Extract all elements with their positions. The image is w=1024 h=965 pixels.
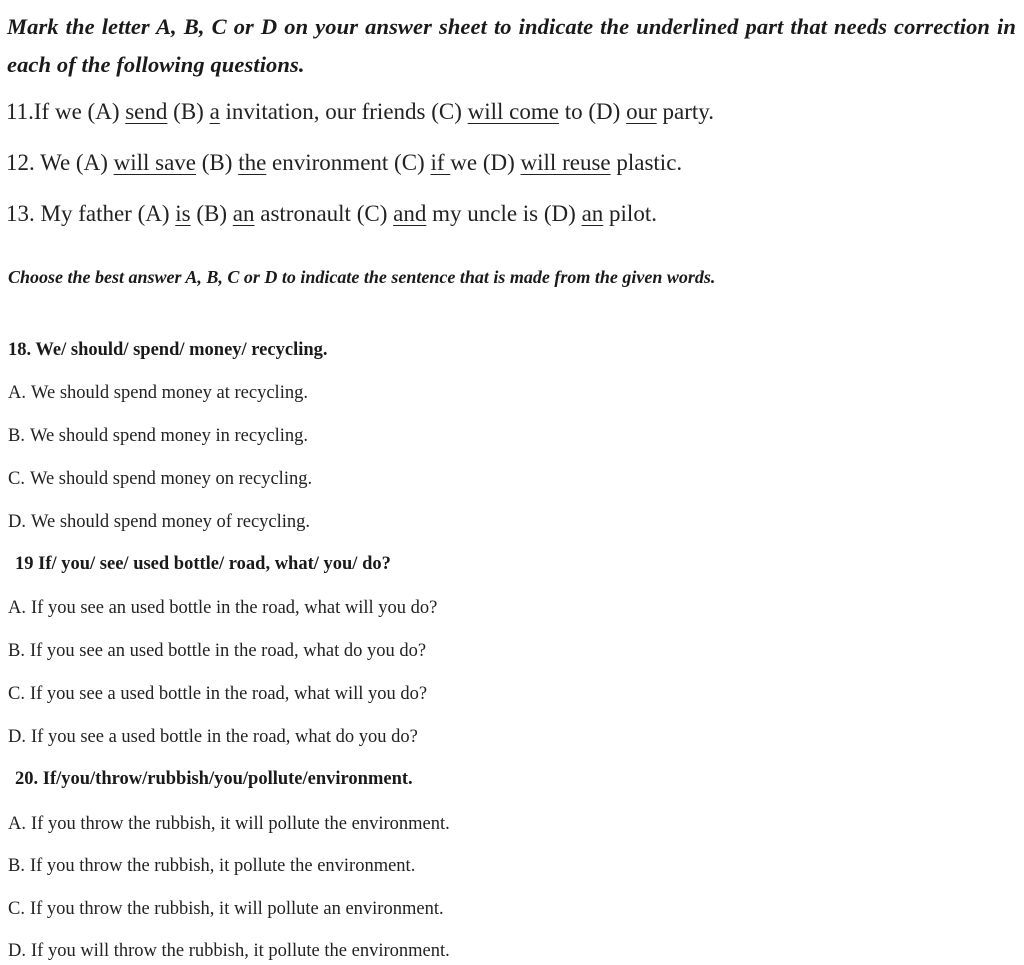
option-20-a xyxy=(8,811,450,837)
question-text: 11.If we xyxy=(6,99,88,124)
question-text: astronault xyxy=(254,201,357,226)
option-19-c xyxy=(8,681,427,707)
option-b-label: (B) xyxy=(173,99,210,124)
option-text: We should spend money at recycling. xyxy=(31,383,308,403)
underlined-part-d: an xyxy=(581,201,604,226)
question-text: my uncle is xyxy=(426,201,544,226)
option-text: If you see an used bottle in the road, what will you do? xyxy=(31,598,438,618)
underlined-part-d: will reuse xyxy=(520,150,611,175)
option-20-c xyxy=(8,896,444,922)
underlined-part-c: will come xyxy=(467,99,559,124)
underlined-part-b: a xyxy=(209,99,220,124)
option-text: If you see a used bottle in the road, what will you do? xyxy=(29,684,428,704)
question-text: invitation, our friends xyxy=(219,99,432,124)
option-letter: C. xyxy=(8,899,25,919)
question-text: 13. My father xyxy=(6,201,138,226)
option-text: If you throw the rubbish, it will pollute an environment. xyxy=(29,899,444,919)
option-d-label: (D) xyxy=(588,99,627,124)
underlined-part-d: our xyxy=(626,99,657,124)
option-20-b xyxy=(8,853,415,879)
option-letter: A. xyxy=(8,598,26,618)
option-letter: D. xyxy=(8,727,26,747)
question-text: we xyxy=(450,150,483,175)
option-text: We should spend money of recycling. xyxy=(31,512,311,532)
option-letter: D. xyxy=(8,512,26,532)
option-letter: B. xyxy=(8,426,25,446)
question-13 xyxy=(6,199,657,229)
underlined-part-b: the xyxy=(238,150,267,175)
option-b-label: (B) xyxy=(201,150,239,175)
underlined-part-c: if xyxy=(430,150,451,175)
option-b-label: (B) xyxy=(196,201,233,226)
underlined-part-a: is xyxy=(175,201,191,226)
option-d-label: (D) xyxy=(543,201,582,226)
option-letter: B. xyxy=(8,641,25,661)
option-19-a xyxy=(8,595,437,621)
option-c-label: (C) xyxy=(394,150,431,175)
option-18-b xyxy=(8,423,308,449)
question-12 xyxy=(6,148,682,178)
option-19-d xyxy=(8,724,418,750)
option-a-label: (A) xyxy=(137,201,176,226)
question-18-prompt: 18. We/ should/ spend/ money/ recycling. xyxy=(8,340,328,360)
option-c-label: (C) xyxy=(356,201,394,226)
option-letter: C. xyxy=(8,684,25,704)
option-18-c xyxy=(8,466,312,492)
option-text: If you see an used bottle in the road, what do you do? xyxy=(29,641,427,661)
question-text: environment xyxy=(266,150,395,175)
option-a-label: (A) xyxy=(87,99,126,124)
option-text: If you throw the rubbish, it will pollute the environment. xyxy=(31,814,450,834)
question-text: to xyxy=(559,99,589,124)
option-letter: B. xyxy=(8,856,25,876)
option-18-d xyxy=(8,509,310,535)
option-text: If you will throw the rubbish, it pollute the environment. xyxy=(31,941,450,961)
option-letter: C. xyxy=(8,469,25,489)
question-20-prompt: 20. If/you/throw/rubbish/you/pollute/environment. xyxy=(15,769,413,789)
option-text: If you see a used bottle in the road, what do you do? xyxy=(31,727,418,747)
question-text: 12. We xyxy=(6,150,76,175)
question-19-prompt: 19 If/ you/ see/ used bottle/ road, what/ you/ do? xyxy=(15,554,391,574)
option-18-a xyxy=(8,380,308,406)
underlined-part-a: send xyxy=(125,99,168,124)
section1-instruction: Mark the letter A, B, C or D on your answer sheet to indicate the underlined part that needs correction in each of the following questions. xyxy=(7,14,1016,77)
underlined-part-b: an xyxy=(232,201,255,226)
option-text: We should spend money on recycling. xyxy=(29,469,313,489)
option-d-label: (D) xyxy=(482,150,521,175)
question-text: pilot. xyxy=(603,201,657,226)
option-text: We should spend money in recycling. xyxy=(29,426,308,446)
underlined-part-c: and xyxy=(393,201,427,226)
option-20-d xyxy=(8,938,450,964)
option-letter: A. xyxy=(8,814,26,834)
underlined-part-a: will save xyxy=(113,150,197,175)
option-19-b xyxy=(8,638,426,664)
option-a-label: (A) xyxy=(75,150,114,175)
option-letter: A. xyxy=(8,383,26,403)
section2-instruction: Choose the best answer A, B, C or D to indicate the sentence that is made from the given words. xyxy=(8,267,716,287)
question-11 xyxy=(6,97,714,127)
question-text: party. xyxy=(656,99,715,124)
option-c-label: (C) xyxy=(431,99,468,124)
option-letter: D. xyxy=(8,941,26,961)
question-text: plastic. xyxy=(610,150,683,175)
option-text: If you throw the rubbish, it pollute the environment. xyxy=(29,856,416,876)
